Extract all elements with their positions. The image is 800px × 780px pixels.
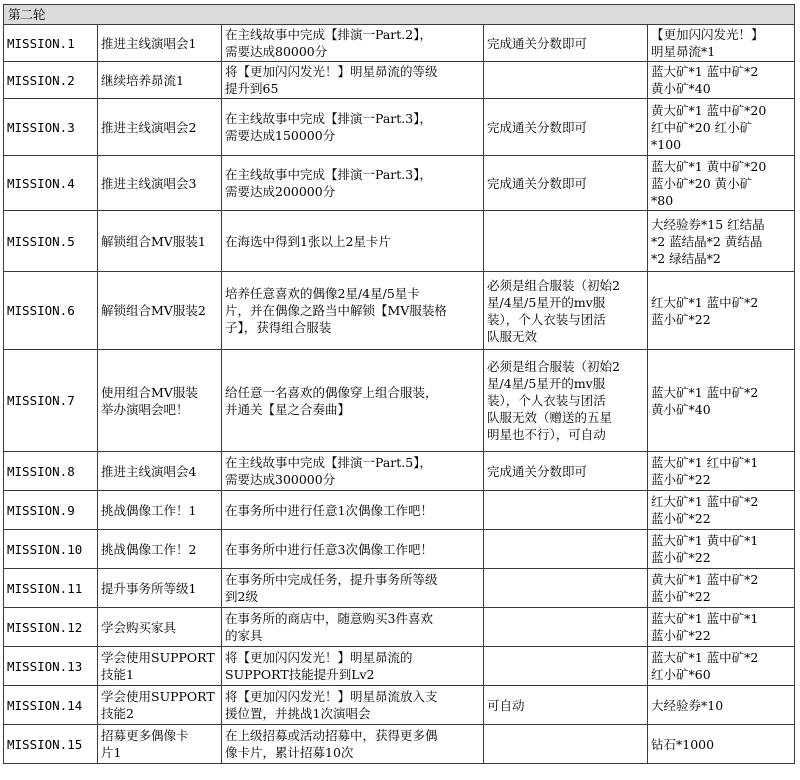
mission-note-cell (484, 211, 648, 272)
mission-id-cell: MISSION.1 (4, 25, 98, 62)
mission-id-cell: MISSION.6 (4, 272, 98, 350)
mission-task-cell: 在事务所中完成任务，提升事务所等级 到2级 (222, 569, 484, 608)
mission-name-cell: 学会购买家具 (98, 608, 222, 647)
mission-note-cell (484, 725, 648, 764)
mission-task-cell: 在海选中得到1张以上2星卡片 (222, 211, 484, 272)
mission-reward-cell: 钻石*1000 (648, 725, 795, 764)
mission-reward-cell: 蓝大矿*1 蓝中矿*2 黄小矿*40 (648, 350, 795, 452)
mission-name-cell: 挑战偶像工作！1 (98, 491, 222, 530)
mission-name-cell: 学会使用SUPPORT 技能1 (98, 647, 222, 686)
mission-row (4, 608, 795, 647)
mission-task-cell: 在上级招募或活动招募中，获得更多偶 像卡片，累计招募10次 (222, 725, 484, 764)
mission-task-cell: 培养任意喜欢的偶像2星/4星/5星卡 片，并在偶像之路当中解锁【MV服装格 子】，获得组合服装 (222, 272, 484, 350)
mission-note-cell: 必须是组合服装（初始2 星/4星/5星开的mv服 装），个人衣装与团活 队服无效（赠送的五星 明星也不行），可自动 (484, 350, 648, 452)
mission-id-cell: MISSION.3 (4, 99, 98, 156)
mission-row (4, 272, 795, 350)
mission-note-cell: 可自动 (484, 686, 648, 725)
mission-row (4, 99, 795, 156)
mission-note-cell: 完成通关分数即可 (484, 99, 648, 156)
mission-reward-cell: 蓝大矿*1 蓝中矿*2 黄小矿*40 (648, 62, 795, 99)
mission-note-cell: 必须是组合服装（初始2 星/4星/5星开的mv服 装），个人衣装与团活 队服无效 (484, 272, 648, 350)
mission-name-cell: 招募更多偶像卡 片1 (98, 725, 222, 764)
mission-task-cell: 在事务所中进行任意3次偶像工作吧！ (222, 530, 484, 569)
mission-id-cell: MISSION.13 (4, 647, 98, 686)
mission-note-cell: 完成通关分数即可 (484, 156, 648, 211)
mission-task-cell: 在主线故事中完成【排演一Part.5】， 需要达成300000分 (222, 452, 484, 491)
mission-id-cell: MISSION.10 (4, 530, 98, 569)
mission-note-cell (484, 62, 648, 99)
mission-task-cell: 在主线故事中完成【排演一Part.3】， 需要达成200000分 (222, 156, 484, 211)
mission-name-cell: 推进主线演唱会1 (98, 25, 222, 62)
mission-reward-cell: 大经验券*15 红结晶 *2 蓝结晶*2 黄结晶 *2 绿结晶*2 (648, 211, 795, 272)
mission-id-cell: MISSION.5 (4, 211, 98, 272)
mission-name-cell: 使用组合MV服装 举办演唱会吧！ (98, 350, 222, 452)
mission-reward-cell: 蓝大矿*1 红中矿*1 蓝小矿*22 (648, 452, 795, 491)
mission-row (4, 156, 795, 211)
mission-name-cell: 继续培养昴流1 (98, 62, 222, 99)
mission-task-cell: 将【更加闪闪发光！】明星昴流的等级 提升到65 (222, 62, 484, 99)
mission-reward-cell: 大经验券*10 (648, 686, 795, 725)
mission-reward-cell: 蓝大矿*1 蓝中矿*1 蓝小矿*22 (648, 608, 795, 647)
mission-reward-cell: 红大矿*1 蓝中矿*2 蓝小矿*22 (648, 491, 795, 530)
mission-id-cell: MISSION.11 (4, 569, 98, 608)
mission-note-cell (484, 491, 648, 530)
mission-row (4, 452, 795, 491)
mission-reward-cell: 蓝大矿*1 蓝中矿*2 红小矿*60 (648, 647, 795, 686)
mission-row (4, 647, 795, 686)
missions-table-body (4, 5, 795, 764)
mission-name-cell: 挑战偶像工作！2 (98, 530, 222, 569)
mission-id-cell: MISSION.2 (4, 62, 98, 99)
mission-id-cell: MISSION.4 (4, 156, 98, 211)
mission-task-cell: 在事务所的商店中，随意购买3件喜欢 的家具 (222, 608, 484, 647)
mission-id-cell: MISSION.12 (4, 608, 98, 647)
mission-reward-cell: 黄大矿*1 蓝中矿*2 蓝小矿*22 (648, 569, 795, 608)
mission-name-cell: 提升事务所等级1 (98, 569, 222, 608)
mission-row (4, 491, 795, 530)
mission-task-cell: 在主线故事中完成【排演一Part.2】， 需要达成80000分 (222, 25, 484, 62)
mission-name-cell: 推进主线演唱会4 (98, 452, 222, 491)
mission-task-cell: 在主线故事中完成【排演一Part.3】， 需要达成150000分 (222, 99, 484, 156)
missions-table (3, 4, 795, 764)
mission-task-cell: 给任意一名喜欢的偶像穿上组合服装， 并通关【星之合奏曲】 (222, 350, 484, 452)
mission-row (4, 350, 795, 452)
mission-note-cell: 完成通关分数即可 (484, 25, 648, 62)
mission-row (4, 25, 795, 62)
mission-row (4, 530, 795, 569)
mission-row (4, 569, 795, 608)
mission-task-cell: 将【更加闪闪发光！】明星昴流放入支 援位置，并挑战1次演唱会 (222, 686, 484, 725)
mission-note-cell: 完成通关分数即可 (484, 452, 648, 491)
mission-reward-cell: 黄大矿*1 蓝中矿*20 红中矿*20 红小矿 *100 (648, 99, 795, 156)
mission-row (4, 725, 795, 764)
mission-note-cell (484, 647, 648, 686)
mission-note-cell (484, 608, 648, 647)
mission-row (4, 686, 795, 725)
mission-id-cell: MISSION.15 (4, 725, 98, 764)
mission-reward-cell: 红大矿*1 蓝中矿*2 蓝小矿*22 (648, 272, 795, 350)
mission-row (4, 62, 795, 99)
mission-task-cell: 在事务所中进行任意1次偶像工作吧！ (222, 491, 484, 530)
mission-id-cell: MISSION.14 (4, 686, 98, 725)
round-header-row (4, 5, 795, 25)
mission-name-cell: 推进主线演唱会3 (98, 156, 222, 211)
mission-note-cell (484, 569, 648, 608)
mission-name-cell: 推进主线演唱会2 (98, 99, 222, 156)
mission-note-cell (484, 530, 648, 569)
mission-name-cell: 学会使用SUPPORT 技能2 (98, 686, 222, 725)
mission-row (4, 211, 795, 272)
mission-id-cell: MISSION.9 (4, 491, 98, 530)
mission-name-cell: 解锁组合MV服装2 (98, 272, 222, 350)
mission-reward-cell: 蓝大矿*1 黄中矿*20 蓝小矿*20 黄小矿 *80 (648, 156, 795, 211)
mission-id-cell: MISSION.8 (4, 452, 98, 491)
mission-reward-cell: 蓝大矿*1 黄中矿*1 蓝小矿*22 (648, 530, 795, 569)
mission-reward-cell: 【更加闪闪发光！】 明星昴流*1 (648, 25, 795, 62)
mission-name-cell: 解锁组合MV服装1 (98, 211, 222, 272)
round-title: 第二轮 (4, 5, 795, 25)
mission-id-cell: MISSION.7 (4, 350, 98, 452)
mission-task-cell: 将【更加闪闪发光！】明星昴流的 SUPPORT技能提升到Lv2 (222, 647, 484, 686)
